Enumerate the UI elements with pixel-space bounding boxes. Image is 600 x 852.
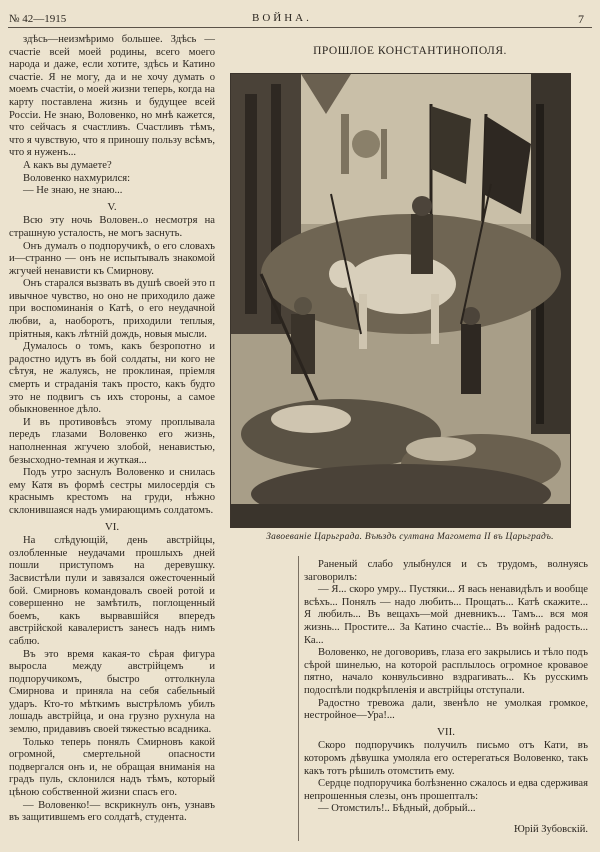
paragraph: Онъ старался вызвать въ душѣ своей это п ивычное чувство, но оно не приходило даже при воспоминанія о Катѣ, о его неудачной любви, а, наоборотъ, приходили теплыя, пріятныя, какъ лѣтній дождь, новыя мысли.	[9, 278, 215, 340]
issue-number: № 42—1915	[9, 13, 67, 25]
illustration-title: ПРОШЛОЕ КОНСТАНТИНОПОЛЯ.	[313, 45, 507, 57]
paragraph: На слѣдующій, день австрійцы, озлобленные неудачами прошлыхъ дней пошли приступомъ на деревушку. Засвистѣли пули и завязался ожесточенный бой. Смирновъ командовалъ своей ротой и совершенно не замѣтилъ, поглощенный боемъ, какъ вырвавшійся впередъ австрійской кавалеристъ занесъ надъ нимъ саблю.	[9, 535, 215, 647]
paragraph: Сердце подпоручика болѣзненно сжалось и едва сдерживая непрошенныя слезы, онъ прошепталъ:	[304, 778, 588, 802]
paragraph: Въ это время какая-то сѣрая фигура выросла между австрійцемъ и подпоручикомъ, быстро оттолкнула Смирнова и приняла на себя сабельный ударъ. Кто-то мѣткимъ выстрѣломъ убилъ лошадь австрійца, и она грузно рухнула на землю, придавивъ своей тяжестью всадника.	[9, 648, 215, 736]
author-signature: Юрій Зубовскій.	[514, 823, 588, 835]
paragraph: Только теперь понялъ Смирновъ какой огромной, смертельной опасности подвергался онъ и, не обращая вниманія на градъ пуль, склонился надъ тѣмъ, который цѣною собственной жизни спасъ его.	[9, 736, 215, 799]
engraving-illustration	[230, 73, 571, 528]
paragraph: Радостно тревожа дали, звенѣло не умолкая громкое, нестройное—Ура!...	[304, 697, 588, 722]
paragraph: Воловенко нахмурился:	[23, 172, 131, 184]
paragraph: Раненый слабо улыбнулся и съ трудомъ, волнуясь заговорилъ:	[304, 559, 588, 583]
section-heading-vi: VI.	[104, 520, 120, 533]
paragraph: — Отомстилъ!.. Бѣдный, добрый...	[318, 803, 476, 815]
illustration-caption: Завоеваніе Царьграда. Въѣздъ султана Магомета II въ Царьградъ.	[266, 532, 554, 542]
right-column	[304, 559, 588, 836]
paragraph: И въ противовѣсъ этому проплывала передъ глазами Воловенко его жизнь, наполненная жгучею злобой, ненавистью, безысходно-темная и жуткая...	[9, 416, 215, 466]
section-heading-vii: VII.	[436, 725, 456, 738]
paragraph: здѣсь—неизмѣримо большее. Здѣсь —счастіе всей моей родины, всего моего народа и даже, если хотите, здѣсь и Катино счастіе. Я не могу, да и не хочу думать о моемъ счастіи, о моей жизни теперь, когда на карту поставлена жизнь и будущее всей Россіи. Не знаю, Воловенко, но мнѣ кажется, что сейчасъ я счастливъ. Счастливъ тѣмъ, что я чувствую, что я приношу пользу всѣмъ, что я нуженъ...	[9, 34, 215, 159]
paragraph: Онъ думалъ о подпоручикѣ, о его словахъ и—странно — онъ не испытывалъ знакомой жгучей ненависти къ Смирнову.	[9, 240, 215, 277]
engraving-artwork	[231, 74, 570, 527]
column-divider	[298, 556, 299, 841]
paragraph: Воловенко, не договоривъ, глаза его закрылись и тѣло подъ сѣрой шинелью, на которой расплылось огромное кровавое пятно, начало конвульсивно вздрагивать... Къ русскимъ подоспѣли подкрѣпленія и австрійцы отступали.	[304, 647, 588, 696]
left-column	[9, 34, 215, 825]
paragraph: Скоро подпоручикъ получилъ письмо отъ Кати, въ которомъ дѣвушка умоляла его остерегаться Воловенко, такъ какъ тотъ рѣшилъ отомстить ему.	[304, 740, 588, 777]
header-rule	[8, 27, 592, 28]
paragraph: А какъ вы думаете?	[23, 159, 112, 171]
paragraph: — Не знаю, не знаю...	[23, 185, 123, 197]
page-number: 7	[578, 12, 584, 26]
paragraph: Думалось о томъ, какъ безропотно и радостно идутъ въ бой солдаты, ни кого не сѣтуя, не жалуясь, не проклиная, пріемля смерть и страданія такъ просто, какъ будто это не подвигъ съ ихъ стороны, а самое обыкновенное дѣло.	[9, 341, 215, 416]
paragraph: — Я... скоро умру... Пустяки... Я вась ненавидѣлъ и вообще всѣхъ... Понялъ — надо любить... Прощать... Катѣ скажите... Я любилъ... Въ вещахъ—мой дневникъ... Тамъ... вся моя жизнь... Простите... За Катино счастіе... Въ войнѣ радость... Ка...	[304, 584, 588, 646]
page-header	[0, 0, 600, 28]
paragraph: Всю эту ночь Воловен..о несмотря на страшную усталость, не могъ заснуть.	[9, 215, 215, 239]
paragraph: Подъ утро заснулъ Воловенко и снилась ему Катя въ формѣ сестры милосердія съ краснымъ крестомъ на груди, нѣжно склонившаяся надъ умирающимъ солдатомъ.	[9, 467, 215, 516]
paragraph: — Воловенко!— вскрикнулъ онъ, узнавъ въ защитившемъ его солдатѣ, студента.	[9, 799, 215, 824]
journal-title: ВОЙНА.	[252, 12, 312, 24]
section-heading-v: V.	[107, 200, 117, 213]
